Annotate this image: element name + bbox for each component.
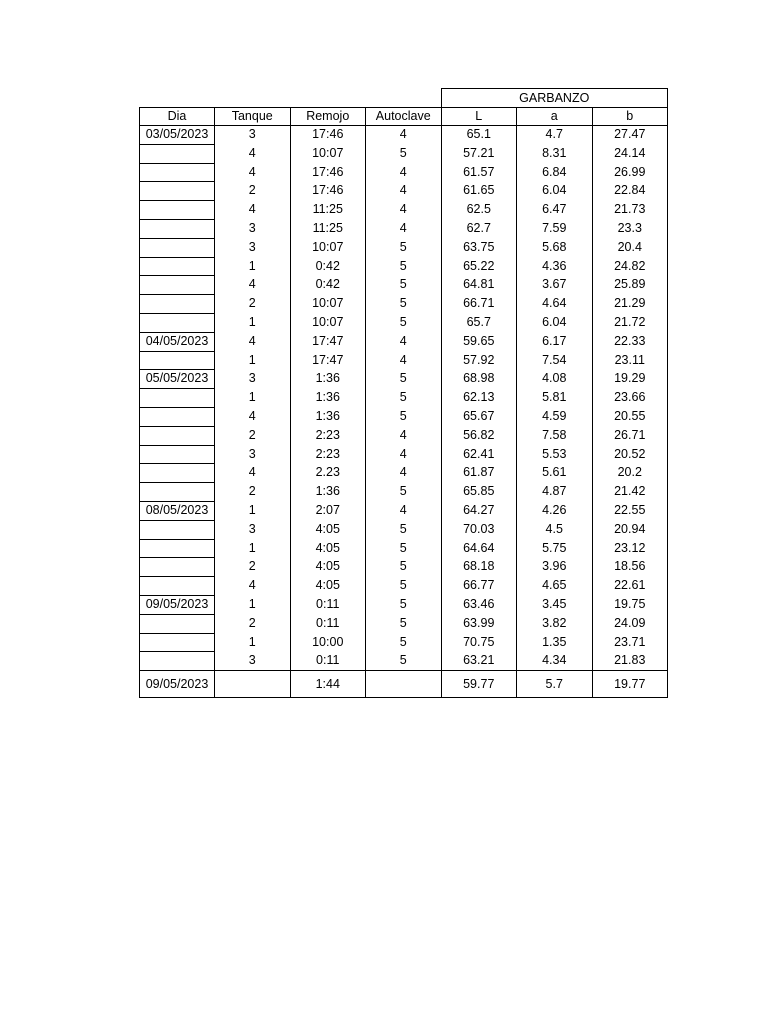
cell-dia [140,182,215,201]
cell-dia [140,483,215,502]
cell-b: 20.4 [592,238,668,257]
cell-l: 57.21 [441,144,517,163]
cell-tanque: 2 [215,614,291,633]
table-row [140,238,668,257]
table-row [140,163,668,182]
cell-b: 24.14 [592,144,668,163]
cell-l: 61.57 [441,163,517,182]
cell-autoclave: 5 [366,483,442,502]
table-row [140,614,668,633]
summary-cell-autoclave [366,671,442,698]
cell-autoclave: 5 [366,276,442,295]
cell-remojo: 11:25 [290,201,366,220]
cell-l: 70.03 [441,520,517,539]
cell-remojo: 0:42 [290,276,366,295]
cell-dia [140,633,215,652]
cell-autoclave: 5 [366,558,442,577]
cell-a: 4.36 [517,257,593,276]
cell-a: 7.54 [517,351,593,370]
cell-b: 26.71 [592,426,668,445]
table-row [140,445,668,464]
cell-l: 61.87 [441,464,517,483]
cell-dia [140,257,215,276]
cell-l: 61.65 [441,182,517,201]
cell-autoclave: 5 [366,520,442,539]
cell-dia [140,520,215,539]
cell-a: 6.84 [517,163,593,182]
cell-b: 21.29 [592,295,668,314]
cell-dia [140,219,215,238]
cell-dia [140,389,215,408]
cell-l: 62.13 [441,389,517,408]
cell-a: 4.65 [517,577,593,596]
cell-l: 62.41 [441,445,517,464]
cell-autoclave: 5 [366,614,442,633]
cell-l: 68.18 [441,558,517,577]
cell-dia [140,558,215,577]
cell-l: 62.7 [441,219,517,238]
cell-b: 21.42 [592,483,668,502]
table-row [140,520,668,539]
cell-remojo: 10:07 [290,313,366,332]
table-row [140,652,668,671]
cell-autoclave: 4 [366,445,442,464]
cell-l: 64.81 [441,276,517,295]
cell-b: 20.55 [592,407,668,426]
cell-autoclave: 4 [366,182,442,201]
cell-tanque: 1 [215,539,291,558]
cell-dia [140,144,215,163]
cell-autoclave: 4 [366,332,442,351]
garbanzo-data-table [139,88,668,698]
cell-tanque: 1 [215,595,291,614]
cell-l: 68.98 [441,370,517,389]
cell-remojo: 2.23 [290,464,366,483]
header-autoclave: Autoclave [366,108,442,126]
table-row [140,539,668,558]
cell-a: 3.67 [517,276,593,295]
cell-autoclave: 4 [366,201,442,220]
cell-dia [140,295,215,314]
cell-l: 64.64 [441,539,517,558]
cell-autoclave: 4 [366,501,442,520]
table-row [140,332,668,351]
cell-b: 21.72 [592,313,668,332]
cell-b: 23.3 [592,219,668,238]
cell-autoclave: 5 [366,633,442,652]
cell-b: 24.09 [592,614,668,633]
cell-l: 64.27 [441,501,517,520]
cell-autoclave: 5 [366,577,442,596]
cell-a: 5.75 [517,539,593,558]
summary-cell-dia: 09/05/2023 [140,671,215,698]
table-row [140,464,668,483]
cell-remojo: 11:25 [290,219,366,238]
cell-b: 23.12 [592,539,668,558]
cell-l: 66.71 [441,295,517,314]
cell-remojo: 4:05 [290,558,366,577]
cell-b: 21.73 [592,201,668,220]
cell-l: 59.65 [441,332,517,351]
cell-a: 6.17 [517,332,593,351]
cell-a: 7.58 [517,426,593,445]
cell-remojo: 17:47 [290,351,366,370]
cell-remojo: 17:46 [290,126,366,145]
empty-cell [140,89,215,108]
cell-b: 20.2 [592,464,668,483]
cell-tanque: 1 [215,257,291,276]
cell-remojo: 10:07 [290,238,366,257]
table-row [140,313,668,332]
header-l: L [441,108,517,126]
cell-dia: 04/05/2023 [140,332,215,351]
table-row [140,182,668,201]
cell-autoclave: 5 [366,539,442,558]
cell-b: 22.33 [592,332,668,351]
cell-a: 5.53 [517,445,593,464]
header-tanque: Tanque [215,108,291,126]
cell-remojo: 4:05 [290,577,366,596]
cell-dia [140,577,215,596]
cell-l: 63.21 [441,652,517,671]
cell-remojo: 2:07 [290,501,366,520]
summary-cell-l: 59.77 [441,671,517,698]
table-row [140,595,668,614]
summary-cell-b: 19.77 [592,671,668,698]
cell-a: 4.5 [517,520,593,539]
cell-remojo: 4:05 [290,539,366,558]
cell-b: 27.47 [592,126,668,145]
cell-tanque: 3 [215,370,291,389]
cell-dia [140,464,215,483]
cell-tanque: 3 [215,445,291,464]
cell-tanque: 1 [215,313,291,332]
cell-remojo: 1:36 [290,370,366,389]
cell-tanque: 4 [215,276,291,295]
cell-dia [140,201,215,220]
cell-dia [140,426,215,445]
cell-b: 23.11 [592,351,668,370]
cell-remojo: 17:47 [290,332,366,351]
column-header-row [140,108,668,126]
cell-remojo: 0:42 [290,257,366,276]
header-a: a [517,108,593,126]
cell-autoclave: 4 [366,464,442,483]
cell-remojo: 17:46 [290,182,366,201]
table-row [140,389,668,408]
cell-dia: 08/05/2023 [140,501,215,520]
cell-autoclave: 4 [366,426,442,445]
cell-a: 3.82 [517,614,593,633]
summary-cell-a: 5.7 [517,671,593,698]
cell-remojo: 2:23 [290,426,366,445]
header-remojo: Remojo [290,108,366,126]
cell-remojo: 1:36 [290,407,366,426]
cell-l: 65.22 [441,257,517,276]
cell-remojo: 10:07 [290,295,366,314]
cell-autoclave: 5 [366,407,442,426]
cell-b: 19.29 [592,370,668,389]
cell-tanque: 4 [215,201,291,220]
cell-a: 4.59 [517,407,593,426]
empty-cell [215,89,291,108]
table-row [140,426,668,445]
cell-tanque: 1 [215,389,291,408]
cell-l: 66.77 [441,577,517,596]
cell-l: 65.67 [441,407,517,426]
cell-tanque: 2 [215,483,291,502]
cell-tanque: 4 [215,464,291,483]
cell-l: 56.82 [441,426,517,445]
cell-tanque: 3 [215,126,291,145]
cell-dia [140,539,215,558]
cell-tanque: 3 [215,238,291,257]
group-title-garbanzo: GARBANZO [441,89,668,108]
table-row [140,144,668,163]
cell-tanque: 2 [215,426,291,445]
table-row [140,501,668,520]
cell-dia: 09/05/2023 [140,595,215,614]
cell-a: 4.87 [517,483,593,502]
cell-autoclave: 4 [366,163,442,182]
cell-tanque: 1 [215,633,291,652]
cell-tanque: 1 [215,351,291,370]
cell-l: 63.99 [441,614,517,633]
cell-a: 3.45 [517,595,593,614]
cell-remojo: 17:46 [290,163,366,182]
cell-dia [140,614,215,633]
cell-a: 3.96 [517,558,593,577]
cell-tanque: 4 [215,144,291,163]
cell-dia [140,163,215,182]
cell-autoclave: 5 [366,313,442,332]
cell-remojo: 0:11 [290,652,366,671]
cell-dia: 03/05/2023 [140,126,215,145]
cell-l: 57.92 [441,351,517,370]
cell-a: 6.47 [517,201,593,220]
empty-cell [290,89,366,108]
cell-remojo: 0:11 [290,595,366,614]
table-row [140,351,668,370]
cell-b: 19.75 [592,595,668,614]
cell-b: 22.61 [592,577,668,596]
cell-autoclave: 5 [366,238,442,257]
table-row [140,257,668,276]
table-row [140,483,668,502]
cell-dia [140,445,215,464]
table-row [140,276,668,295]
table-row [140,219,668,238]
summary-cell-remojo: 1:44 [290,671,366,698]
cell-autoclave: 5 [366,370,442,389]
table-row [140,633,668,652]
cell-b: 21.83 [592,652,668,671]
table-row [140,295,668,314]
cell-l: 65.1 [441,126,517,145]
empty-cell [366,89,442,108]
cell-a: 7.59 [517,219,593,238]
cell-remojo: 2:23 [290,445,366,464]
cell-b: 24.82 [592,257,668,276]
cell-autoclave: 4 [366,351,442,370]
cell-tanque: 3 [215,652,291,671]
cell-b: 20.94 [592,520,668,539]
cell-a: 4.08 [517,370,593,389]
cell-tanque: 2 [215,558,291,577]
cell-remojo: 10:00 [290,633,366,652]
cell-remojo: 0:11 [290,614,366,633]
cell-tanque: 2 [215,295,291,314]
cell-autoclave: 4 [366,219,442,238]
cell-tanque: 2 [215,182,291,201]
table-row [140,577,668,596]
cell-b: 18.56 [592,558,668,577]
cell-dia [140,652,215,671]
cell-autoclave: 5 [366,144,442,163]
cell-a: 4.64 [517,295,593,314]
cell-remojo: 4:05 [290,520,366,539]
summary-cell-tanque [215,671,291,698]
cell-l: 63.46 [441,595,517,614]
table-row [140,407,668,426]
cell-remojo: 10:07 [290,144,366,163]
cell-tanque: 4 [215,407,291,426]
cell-a: 6.04 [517,182,593,201]
cell-l: 63.75 [441,238,517,257]
cell-a: 6.04 [517,313,593,332]
cell-a: 4.7 [517,126,593,145]
cell-tanque: 3 [215,219,291,238]
cell-b: 26.99 [592,163,668,182]
cell-b: 23.66 [592,389,668,408]
cell-remojo: 1:36 [290,483,366,502]
cell-dia [140,351,215,370]
cell-a: 5.61 [517,464,593,483]
header-dia: Dia [140,108,215,126]
cell-a: 5.68 [517,238,593,257]
cell-autoclave: 5 [366,652,442,671]
cell-l: 65.85 [441,483,517,502]
cell-dia [140,407,215,426]
cell-a: 8.31 [517,144,593,163]
cell-l: 62.5 [441,201,517,220]
table-row [140,558,668,577]
cell-autoclave: 4 [366,126,442,145]
summary-row [140,671,668,698]
cell-tanque: 1 [215,501,291,520]
table-row [140,370,668,389]
cell-tanque: 4 [215,163,291,182]
cell-b: 22.84 [592,182,668,201]
cell-a: 4.34 [517,652,593,671]
cell-autoclave: 5 [366,295,442,314]
header-b: b [592,108,668,126]
cell-tanque: 4 [215,577,291,596]
cell-l: 65.7 [441,313,517,332]
cell-dia [140,238,215,257]
cell-b: 25.89 [592,276,668,295]
cell-b: 23.71 [592,633,668,652]
cell-b: 20.52 [592,445,668,464]
group-header-row [140,89,668,108]
cell-dia [140,313,215,332]
table-row [140,126,668,145]
cell-remojo: 1:36 [290,389,366,408]
cell-a: 4.26 [517,501,593,520]
cell-a: 1.35 [517,633,593,652]
cell-a: 5.81 [517,389,593,408]
table-row [140,201,668,220]
cell-dia [140,276,215,295]
cell-tanque: 4 [215,332,291,351]
cell-autoclave: 5 [366,257,442,276]
cell-autoclave: 5 [366,595,442,614]
cell-b: 22.55 [592,501,668,520]
cell-l: 70.75 [441,633,517,652]
cell-autoclave: 5 [366,389,442,408]
cell-tanque: 3 [215,520,291,539]
cell-dia: 05/05/2023 [140,370,215,389]
